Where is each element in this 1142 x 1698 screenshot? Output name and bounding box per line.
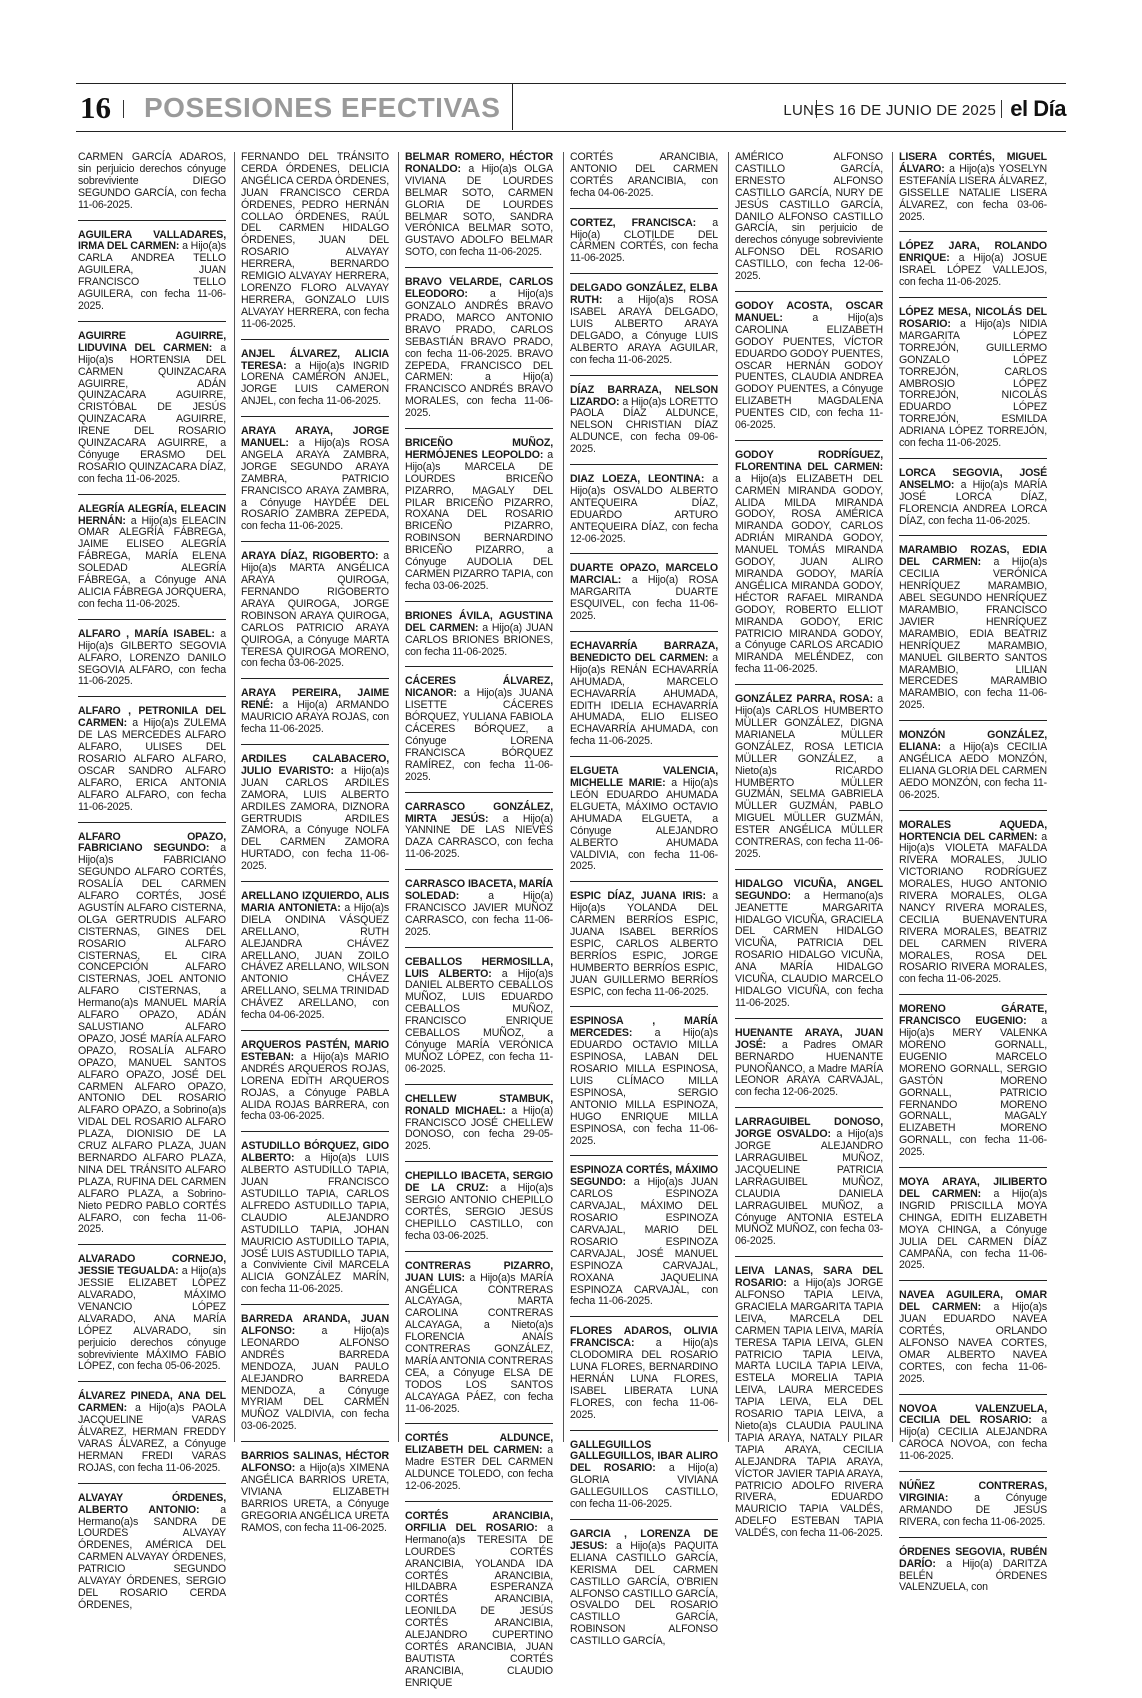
notice-entry	[405, 611, 553, 668]
deceased-name: CARRASCO GONZÁLEZ, MIRTA JESÚS:	[405, 800, 553, 825]
deceased-name: ALEGRÍA ALEGRÍA, ELEACIN HERNÁN:	[78, 502, 226, 527]
deceased-name: ÓRDENES SEGOVIA, RUBÉN DARÍO:	[899, 1545, 1047, 1570]
deceased-name: GODOY RODRÍGUEZ, FLORENTINA DEL CARMEN:	[735, 448, 883, 473]
deceased-name: MARAMBIO ROZAS, EDIA DEL CARMEN:	[899, 544, 1047, 569]
notice-entry	[570, 563, 718, 632]
notice-entry	[899, 241, 1047, 298]
heirs-text: a Hijo(a)s GONZALO ANDRÉS BRAVO PRADO, MARCO ANTONIO BRAVO PRADO, CARLOS SEBASTIÁN BRAVO PRADO, con fecha 11-06-2025. BRAVO ZEPEDA, FRANCISCO DEL CARMEN: a Hijo(a) FRANCISCO ANDRÉS BRAVO MORALES, con fecha 11-06-2025.	[405, 288, 553, 420]
deceased-name: BELMAR ROMERO, HÉCTOR RONALDO:	[405, 151, 553, 175]
notice-entry	[899, 152, 1047, 232]
deceased-name: ARQUEROS PASTÉN, MARIO ESTEBAN:	[241, 1039, 389, 1063]
deceased-name: ANJEL ÁLVAREZ, ALICIA TERESA:	[241, 347, 389, 372]
heirs-text: a Hijo(a)s SERGIO ANTONIO CHEPILLO CORTÉS, SERGIO JESÚS CHEPILLO CASTILLO, con fecha 03-06-2025.	[405, 1182, 553, 1242]
heirs-text: a Padres OMAR BERNARDO HUENANTE PUNOÑANCO, a Madre MARÍA LEONOR ARAYA CARVAJAL, con fecha 12-06-2025.	[735, 1038, 883, 1099]
deceased-name: MOYA ARAYA, JILIBERTO DEL CARMEN:	[899, 1176, 1047, 1200]
notice-entry	[570, 218, 718, 275]
heirs-text: a Hijo(a)s MERY VALENKA MORENO GORNALL, EUGENIO MARCELO MORENO GORNALL, SERGIO GASTÓN MORENO GORNALL, PATRICIO FERNANDO MORENO GORNALL, MAGALY ELIZABETH MORENO GORNALL, con fecha 11-06-2025.	[899, 1015, 1047, 1159]
deceased-name: FLORES ADAROS, OLIVIA FRANCISCA:	[570, 1325, 718, 1350]
notice-entry	[78, 1391, 226, 1483]
deceased-name: DELGADO GONZÁLEZ, ELBA RUTH:	[570, 282, 718, 307]
deceased-name: CORTEZ, FRANCISCA:	[570, 216, 697, 229]
deceased-name: ALVARADO CORNEJO, JESSIE TEGUALDA:	[78, 1253, 226, 1278]
notice-entry	[899, 1404, 1047, 1473]
deceased-name: ARELLANO IZQUIERDO, ALIS MARIA ANTONIETA:	[241, 890, 389, 914]
heirs-text: a Hijo(a)s XIMENA ANGÉLICA BARRIOS URETA, VIVIANA ELIZABETH BARRIOS URETA, a Cónyuge GREGORIA ANGÉLICA URETA RAMOS, con fecha 11-06-2025.	[241, 1462, 389, 1534]
notice-entry	[78, 230, 226, 322]
heirs-text: a Hijo(a)s VIOLETA MAFALDA RIVERA MORALES, JULIO VICTORIANO RODRÍGUEZ MORALES, HUGO ANTONIO RIVERA MORALES, OLGA NANCY RIVERA MORALES, CECILIA BUENAVENTURA RIVERA MORALES, BEATRIZ DEL CARMEN RIVERA MORALES, ROSA DEL ROSARIO RIVERA MORALES, con fecha 11-06-2025.	[899, 830, 1047, 986]
heirs-text: a Hijo(a) CLOTILDE DEL CARMEN CORTÉS, con fecha 11-06-2025.	[570, 216, 718, 265]
heirs-text: a Hijo(a)s MARÍA JOSÉ LORCA DÍAZ, FLORENCIA ANDREA LORCA DÍAZ, con fecha 11-06-2025.	[899, 478, 1047, 527]
notice-entry	[78, 331, 226, 495]
deceased-name: ESPINOZA CORTÉS, MÁXIMO SEGUNDO:	[570, 1164, 718, 1189]
heirs-text: a Hijo(a)s ELIZABETH DEL CARMEN MIRANDA GODOY, ALIDA MILDA MIRANDA GODOY, ROSA AMÉRICA MIRANDA GODOY, CARLOS ADRIÁN MIRANDA GODOY, MANUEL TOMÁS MIRANDA GODOY, JUAN ALIRO MIRANDA GODOY, MARÍA ANGÉLICA MIRANDA GODOY, HÉCTOR RAFAEL MIRANDA GODOY, ROBERTO ELLIOT MIRANDA GODOY, ERIC PATRICIO MIRANDA GODOY, a Cónyuge CARLOS ARCADIO MIRANDA MELÉNDEZ, con fecha 11-06-2025.	[735, 472, 883, 676]
notice-entry	[78, 1493, 226, 1620]
heirs-text: a Hijo(a)s LORETTO PAOLA DÍAZ ALDUNCE, NELSON CHRISTIAN DÍAZ ALDUNCE, con fecha 09-06-2025.	[570, 395, 718, 456]
deceased-name: HIDALGO VICUÑA, ANGEL SEGUNDO:	[735, 877, 883, 902]
column-4	[570, 151, 719, 1648]
notice-entry	[241, 754, 389, 882]
notice-entry	[899, 307, 1047, 459]
notice-entry	[405, 1433, 553, 1502]
notice-entry	[405, 1094, 553, 1163]
deceased-name: ELGUETA VALENCIA, MICHELLE MARIE:	[570, 765, 718, 790]
heirs-text: a Hijo(a)s DANIEL ALBERTO CEBALLOS MUÑOZ, LUIS EDUARDO CEBALLOS MUÑOZ, FRANCISCO ENRIQUE CEBALLOS MUÑOZ, a Cónyuge MARÍA VERÓNICA MUÑOZ LÓPEZ, con fecha 11-06-2025.	[405, 967, 553, 1075]
column-divider	[234, 152, 235, 1442]
deceased-name: MONZÓN GONZÁLEZ, ELIANA:	[899, 729, 1047, 754]
deceased-name: NÚÑEZ CONTRERAS, VIRGINIA:	[899, 1480, 1047, 1504]
deceased-name: BARREDA ARANDA, JUAN ALFONSO:	[241, 1313, 389, 1338]
notice-entry	[570, 152, 718, 209]
notice-entry	[570, 1440, 718, 1520]
heirs-text: a Hijo(a)s FABRICIANO SEGUNDO ALFARO CORTÉS, ROSALÍA DEL CARMEN ALFARO CORTÉS, JOSÉ AGUSTÍN ALFARO CISTERNA, OLGA GERTRUDIS ALFARO CISTERNAS, GINES DEL ROSARIO ALFARO CISTERNAS, EL CIRA CONCEPCIÓN ALFARO CISTERNAS, JOEL ANTONIO ALFARO CISTERNAS, a Hermano(a)s MANUEL MARÍA ALFARO OPAZO, ADÁN SALUSTIANO ALFARO OPAZO, JOSÉ MARÍA ALFARO OPAZO, ROSALÍA ALFARO OPAZO, MANUEL SANTOS ALFARO OPAZO, JOSÉ DEL CARMEN ALFARO OPAZO, ANTONIO DEL ROSARIO ALFARO OPAZO, a Sobrino(a)s VIDAL DEL ROSARIO ALFARO PLAZA, DIONISIO DE LA CRUZ ALFARO PLAZA, JUAN BERNARDO ALFARO PLAZA, NINA DEL TRÁNSITO ALFARO PLAZA, RUFINA DEL CARMEN ALFARO PLAZA, a Sobrino-Nieto PEDRO PABLO CORTÉS ALFARO, con fecha 11-06-2025.	[78, 842, 226, 1236]
notice-entry	[570, 1165, 718, 1317]
notice-entry	[735, 301, 883, 441]
deceased-name: BRICEÑO MUÑOZ, HERMÓJENES LEOPOLDO:	[405, 437, 553, 461]
heirs-text: a Hijo(a)s MARÍA ANGÉLICA CONTRERAS ALCAYAGA, MARTA CAROLINA CONTRERAS ALCAYAGA, a Nieto(a)s FLORENCIA ANAÍS CONTRERAS GONZÁLEZ, MARÍA ANTONIA CONTRERAS CEA, a Cónyuge ELSA DE TODOS LOS SANTOS ALCAYAGA PÁEZ, con fecha 11-06-2025.	[405, 1271, 553, 1415]
notice-entry	[899, 820, 1047, 996]
notice-entry	[735, 152, 883, 292]
heirs-text: a Hijo(a)s CAROLINA ELIZABETH GODOY PUENTES, VÍCTOR EDUARDO GODOY PUENTES, OSCAR HERNÁN GODOY PUENTES, CLAUDIA ANDREA GODOY PUENTES, a Cónyuge ELIZABETH MAGDALENA PUENTES CID, con fecha 11-06-2025.	[735, 311, 883, 432]
heirs-text: a Hijo(a)s ROSA ANGELA ARAYA ZAMBRA, JORGE SEGUNDO ARAYA ZAMBRA, PATRICIO FRANCISCO ARAYA ZAMBRA, a Cónyuge HAYDÉE DEL ROSARIO ZAMBRA ZEPEDA, con fecha 11-06-2025.	[241, 437, 390, 533]
notice-entry	[570, 1326, 718, 1430]
heirs-text: a Hijo(a)s JUAN CARLOS ESPINOZA CARVAJAL, MÁXIMO DEL ROSARIO ESPINOZA CARVAJAL, MARIO DEL ROSARIO ESPINOZA CARVAJAL, JOSÉ MANUEL ESPINOZA CARVAJAL, ROXANA JAQUELINA ESPINOZA CARVAJAL, con fecha 11-06-2025.	[570, 1176, 718, 1308]
heirs-text: a Hijo(a)s DIELA ONDINA VÁSQUEZ ARELLANO, RUTH ALEJANDRA CHÁVEZ ARELLANO, JUAN ZOILO CHÁVEZ ARELLANO, WILSON ANTONIO CHÁVEZ ARELLANO, SELMA TRINIDAD CHÁVEZ ARELLANO, con fecha 04-06-2025.	[241, 901, 389, 1022]
heirs-text: a Hijo(a)s JUAN EDUARDO NAVEA CORTÉS, ORLANDO ALFONSO NAVEA CORTES, OMAR ALBERTO NAVEA CORTES, con fecha 11-06-2025.	[899, 1301, 1047, 1385]
notice-entry	[570, 283, 718, 375]
heirs-text: a Hijo(a)s MARCELA DE LOURDES BRICEÑO PIZARRO, MAGALY DEL PILAR BRICEÑO PIZARRO, ROXANA DEL ROSARIO BRICEÑO PIZARRO, ROBINSON BERNARDINO BRICEÑO PIZARRO, a Cónyuge AUDOLIA DEL CARMEN PIZARRO TAPIA, con fecha 03-06-2025.	[405, 448, 554, 592]
notice-entry	[405, 277, 553, 429]
heirs-text: a Hijo(a)s JORGE ALFONSO TAPIA LEIVA, GRACIELA MARGARITA TAPIA LEIVA, MARCELA DEL CARMEN TAPIA LEIVA, MARÍA TERESA TAPIA LEIVA, GLEN PATRICIO TAPIA LEIVA, MARTA LUCILA TAPIA LEIVA, ESTELA MORELIA TAPIA LEIVA, LAURA MERCEDES TAPIA LEIVA, ELA DEL ROSARIO TAPIA LEIVA, a Nieto(a)s CLAUDIA PAULINA TAPIA ARAYA, NATALY PILAR TAPIA ARAYA, CECILIA ALEJANDRA TAPIA ARAYA, VÍCTOR JAVIER TAPIA ARAYA, PATRICIO ADOLFO RIVERA RIVERA, EDUARDO MAURICIO TAPIA VALDÉS, ADELFO ESTEBAN TAPIA VALDÉS, con fecha 11-06-2025.	[735, 1277, 883, 1540]
notice-entry	[735, 450, 883, 685]
deceased-name: ESPIC DÍAZ, JUANA IRIS:	[570, 890, 706, 903]
heirs-text: a Hijo(a) ROSA MARGARITA DUARTE ESQUIVEL, con fecha 11-06-2025.	[570, 574, 719, 623]
notice-entry	[570, 766, 718, 882]
notice-entry	[570, 891, 718, 1007]
notice-entry	[899, 1004, 1047, 1168]
heirs-text: a Hijo(a) GLORIA VIVIANA GALLEGUILLOS CASTILLO, con fecha 11-06-2025.	[570, 1462, 718, 1511]
heirs-text: a Hijo(a)s JORGE ALEJANDRO LARRAGUIBEL MUÑOZ, JACQUELINE PATRICIA LARRAGUIBEL MUÑOZ, CLAUDIA DANIELA LARRAGUIBEL MUÑOZ, a Cónyuge ANTONIA ESTELA MUÑOZ MUÑOZ, con fecha 03-06-2025.	[735, 1128, 883, 1248]
headline-rule	[76, 131, 1066, 132]
heirs-text: a Hijo(a)s JUANA LISETTE CÁCERES BÓRQUEZ, YULIANA FABIOLA CÁCERES BÓRQUEZ, a Cónyuge LORENA FRANCISCA BÓRQUEZ RAMÍREZ, con fecha 11-06-2025.	[405, 687, 553, 783]
column-6	[899, 151, 1048, 1594]
heirs-text: a Hijo(a)s MARIO ANDRÉS ARQUEROS ROJAS, LORENA EDITH ARQUEROS ROJAS, a Cónyuge PABLA ALIDA ROJAS BARRERA, con fecha 03-06-2025.	[241, 1050, 389, 1123]
deceased-name: ARAYA ARAYA, JORGE MANUEL:	[241, 425, 389, 450]
heirs-text: a Hijo(a)s LUIS ALBERTO ASTUDILLO TAPIA, JUAN FRANCISCO ASTUDILLO TAPIA, CARLOS ALFREDO ASTUDILLO TAPIA, CLAUDIO ALEJANDRO ASTUDILLO TAPIA, JOHAN MAURICIO ASTUDILLO TAPIA, JOSÉ LUIS ASTUDILLO TAPIA, a Conviviente Civil MARCELA ALICIA GONZÁLEZ MARÍN, con fecha 11-06-2025.	[241, 1152, 390, 1296]
deceased-name: DUARTE OPAZO, MARCELO MARCIAL:	[570, 562, 718, 587]
deceased-name: CARRASCO IBACETA, MARÍA SOLEDAD:	[405, 878, 553, 903]
notice-entry	[78, 152, 226, 221]
heirs-text: a Hijo(a) ARMANDO MAURICIO ARAYA ROJAS, con fecha 11-06-2025.	[241, 699, 389, 736]
deceased-name: BRIONES ÁVILA, AGUSTINA DEL CARMEN:	[405, 609, 553, 634]
column-divider	[728, 152, 729, 1442]
deceased-name: CORTÉS ALDUNCE, ELIZABETH DEL CARMEN:	[405, 1432, 553, 1457]
deceased-name: ALFARO OPAZO, FABRICIANO SEGUNDO:	[78, 830, 226, 855]
notice-entry	[899, 1177, 1047, 1281]
heirs-text: a Hijo(a)s EDUARDO OCTAVIO MILLA ESPINOSA, LABAN DEL ROSARIO MILLA ESPINOSA, LUIS CLÍMACO MILLA ESPINOSA, SERGIO ANTONIO MILLA ESPINOZA, HUGO ENRIQUE MILLA ESPINOSA, con fecha 11-06-2025.	[570, 1027, 718, 1147]
notice-entry	[241, 152, 389, 340]
deceased-name: LISERA CORTÉS, MIGUEL ÁLVARO:	[899, 151, 1047, 175]
notice-entry	[78, 832, 226, 1246]
notice-entry	[735, 1266, 883, 1548]
heirs-text: a Hijo(a)s LEÓN EDUARDO AHUMADA ELGUETA, MÁXIMO OCTAVIO AHUMADA ELGUETA, a Cónyuge ALEJANDRO ALBERTO AHUMADA VALDIVIA, con fecha 11-06-2025.	[570, 777, 718, 873]
deceased-name: GONZÁLEZ PARRA, ROSA:	[735, 693, 873, 706]
deceased-name: LÓPEZ MESA, NICOLÁS DEL ROSARIO:	[899, 306, 1047, 330]
heirs-text: a Hermano(a)s SANDRA DE LOURDES ALVAYAY ÓRDENES, AMÉRICA DEL CARMEN ALVAYAY ÓRDENES, PATRICIO SEGUNDO ALVAYAY ÓRDENES, SERGIO DEL ROSARIO CERDA ÓRDENES,	[78, 1503, 227, 1611]
masthead-divider	[512, 84, 513, 130]
deceased-name: NOVOA VALENZUELA, CECILIA DEL ROSARIO:	[899, 1402, 1047, 1427]
notice-entry	[78, 504, 226, 620]
heirs-text: a Hijo(a)s YOSELYN ESTEFANÍA LISERA ÁLVAREZ, GISSELLE NATALIE LISERA ÁLVAREZ, con fecha 03-06-2025.	[899, 162, 1047, 223]
deceased-name: CEBALLOS HERMOSILLA, LUIS ALBERTO:	[405, 955, 553, 980]
heirs-text: a Hijo(a) FRANCISCO JAVIER MUÑOZ CARRASCO, con fecha 11-06-2025.	[405, 890, 554, 938]
deceased-name: CHELLEW STAMBUK, RONALD MICHAEL:	[405, 1092, 553, 1117]
heirs-text: a Hijo(a)s CECILIA VERÓNICA HENRÍQUEZ MARAMBIO, ABEL SEGUNDO HENRÍQUEZ MARAMBIO, FRANCISCO JAVIER HENRÍQUEZ MARAMBIO, EDIA BEATRIZ HENRÍQUEZ MARAMBIO, MANUEL GILBERTO SANTOS MARAMBIO, LILIAN MERCEDES MARAMBIO MARAMBIO, con fecha 11-06-2025.	[899, 556, 1047, 712]
heirs-text: a Hijo(a)s ROSA ISABEL ARAYA DELGADO, LUIS ALBERTO ARAYA DELGADO, a Cónyuge LUIS ALBERTO ARAYA AGUILAR, con fecha 11-06-2025.	[570, 294, 719, 366]
notice-entry	[405, 1511, 553, 1698]
heirs-text: a Hijo(a)s GILBERTO SEGOVIA ALFARO, LORENZO DANILO SEGOVIA ALFARO, con fecha 11-06-2025.	[78, 627, 226, 688]
heirs-text: a Hijo(a)s LEONARDO ALFONSO ANDRÉS BARREDA MENDOZA, JUAN PAULO ALEJANDRO BARREDA MENDOZA, a Cónyuge MYRIAM DEL CARMEN MUÑOZ VALDIVIA, con fecha 03-06-2025.	[241, 1325, 389, 1433]
notice-entry	[241, 1141, 389, 1305]
column-divider	[398, 152, 399, 1442]
deceased-name: ARDILES CALABACERO, JULIO EVARISTO:	[241, 752, 389, 777]
heirs-text: a Madre ESTER DEL CARMEN ALDUNCE TOLEDO, con fecha 12-06-2025.	[405, 1444, 554, 1493]
deceased-name: MORENO GÁRATE, FRANCISCO EUGENIO:	[899, 1003, 1047, 1028]
deceased-name: CORTÉS ARANCIBIA, ORFILIA DEL ROSARIO:	[405, 1510, 553, 1534]
notice-entry	[899, 1290, 1047, 1394]
heirs-text: a Hijo(a)s INGRID PRISCILLA MOYA CHINGA, EDITH ELIZABETH MOYA CHINGA, a Cónyuge JULIA DEL CARMEN DÍAZ CAMPAÑA, con fecha 11-06-2025.	[899, 1187, 1047, 1272]
notice-entry	[241, 426, 389, 542]
deceased-name: ARAYA DÍAZ, RIGOBERTO:	[241, 550, 379, 563]
deceased-name: BARRIOS SALINAS, HÉCTOR ALFONSO:	[241, 1450, 389, 1475]
notice-entry	[735, 1117, 883, 1257]
heirs-text: a Hijo(a) DARITZA BELÉN ÓRDENES VALENZUELA, con	[899, 1557, 1047, 1594]
column-1	[78, 151, 227, 1611]
notice-entry	[899, 468, 1047, 537]
heirs-text: CORTÉS ARANCIBIA, ANTONIO DEL CARMEN CORTÉS ARANCIBIA, con fecha 04-06-2025.	[570, 151, 718, 199]
heirs-text: a Hermano(a)s JEANETTE MARGARITA HIDALGO VICUÑA, GRACIELA DEL CARMEN HIDALGO VICUÑA, PATRICIA DEL ROSARIO HIDALGO VICUÑA, ANA MARÍA HIDALGO VICUÑA, CLAUDIO MARCELO HIDALGO VICUÑA, con fecha 11-06-2025.	[735, 889, 883, 1009]
deceased-name: ALVAYAY ÓRDENES, ALBERTO ANTONIO:	[78, 1491, 226, 1516]
notice-entry	[570, 1016, 718, 1156]
notice-entry	[735, 694, 883, 870]
heirs-text: a Hijo(a) JOSUE ISRAEL LÓPEZ VALLEJOS, con fecha 11-06-2025.	[899, 252, 1048, 289]
notice-entry	[570, 1529, 718, 1656]
heirs-text: a Hijo(a)s CLODOMIRA DEL ROSARIO LUNA FLORES, BERNARDINO HERNÁN LUNA FLORES, ISABEL LIBERATA LUNA FLORES, con fecha 11-06-2025.	[570, 1337, 718, 1421]
deceased-name: ALFARO , MARÍA ISABEL:	[78, 627, 215, 640]
section-title: POSESIONES EFECTIVAS	[144, 92, 501, 123]
notice-entry	[570, 474, 718, 554]
heirs-text: a Hijo(a)s CARLA ANDREA TELLO AGUILERA, JUAN FRANCISCO TELLO AGUILERA, con fecha 11-06-2025.	[78, 240, 226, 312]
notice-entry	[241, 688, 389, 745]
heirs-text: FERNANDO DEL TRÁNSITO CERDA ÓRDENES, DELICIA ANGÉLICA CERDA ÓRDENES, JUAN FRANCISCO CERDA ÓRDENES, PEDRO HERNÁN COLLAO ÓRDENES, RAÚL DEL CARMEN HIDALGO ÓRDENES, JUAN DEL ROSARIO ALVAYAY HERRERA, BERNARDO REMIGIO ALVAYAY HERRERA, LORENZO FLORO ALVAYAY HERRERA, GONZALO LUIS ALVAYAY HERRERA, con fecha 11-06-2025.	[241, 151, 389, 330]
issue-date: LUNES 16 DE JUNIO DE 2025	[783, 102, 996, 119]
column-divider	[892, 152, 893, 1442]
notice-entry	[78, 1254, 226, 1382]
deceased-name: DIAZ LOEZA, LEONTINA:	[570, 473, 705, 486]
heirs-text: a Hijo(a)s PAQUITA ELIANA CASTILLO GARCÍA, KERISMA DEL CARMEN CASTILLO GARCÍA, O'BRIEN ALFONSO CASTILLO GARCÍA, OSVALDO DEL ROSARIO CASTILLO GARCÍA, ROBINSON ALFONSO CASTILLO GARCÍA,	[570, 1539, 718, 1648]
heirs-text: a Hijo(a)s YOLANDA DEL CARMEN BERRÍOS ESPIC, JUANA ISABEL BERRÍOS ESPIC, CARLOS ALBERTO BERRÍOS ESPIC, JORGE HUMBERTO BERRÍOS ESPIC, JUAN GUILLERMO BERRÍOS ESPIC, con fecha 11-06-2025.	[570, 890, 719, 998]
deceased-name: GALLEGUILLOS GALLEGUILLOS, IBAR ALIRO DEL ROSARIO:	[570, 1438, 718, 1475]
heirs-text: a Hijo(a) JUAN CARLOS BRIONES BRIONES, con fecha 11-06-2025.	[405, 621, 554, 658]
notice-entry	[735, 879, 883, 1019]
deceased-name: BRAVO VELARDE, CARLOS ELEODORO:	[405, 276, 553, 301]
heirs-text: a Hijo(a) CECILIA ALEJANDRA CAROCA NOVOA, con fecha 11-06-2025.	[899, 1414, 1047, 1463]
deceased-name: CHEPILLO IBACETA, SERGIO DE LA CRUZ:	[405, 1170, 553, 1195]
heirs-text: a Hijo(a) YANNINE DE LAS NIEVES DAZA CARRASCO, con fecha 11-06-2025.	[405, 812, 553, 861]
newspaper-logo: el Día	[1010, 96, 1066, 121]
heirs-text: a Hijo(a)s OSVALDO ALBERTO ANTEQUEIRA DÍAZ, EDUARDO ARTURO ANTEQUEIRA DÍAZ, con fecha 12-06-2025.	[570, 473, 719, 545]
brand-separator	[1001, 100, 1002, 118]
deceased-name: GARCIA , LORENZA DE JESUS:	[570, 1528, 718, 1552]
deceased-name: HUENANTE ARAYA, JUAN JOSÉ:	[735, 1026, 883, 1051]
heirs-text: a Hijo(a)s NIDIA MARGARITA LÓPEZ TORREJÓN, GUILLERMO GONZALO LÓPEZ TORREJÓN, CARLOS AMBROSIO LÓPEZ TORREJÓN, NICOLÁS EDUARDO LÓPEZ TORREJÓN, ESMILDA ADRIANA LÓPEZ TORREJÓN, con fecha 11-06-2025.	[899, 317, 1047, 450]
deceased-name: LEIVA LANAS, SARA DEL ROSARIO:	[735, 1265, 883, 1290]
notice-columns	[78, 151, 1050, 1689]
heirs-text: a Hijo(a)s CARLOS HUMBERTO MÜLLER GONZÁLEZ, DIGNA MARIANELA MÜLLER GONZÁLEZ, ROSA LETICIA MÜLLER GONZÁLEZ, a Nieto(a)s RICARDO HUMBERTO MÜLLER GUZMÁN, SELMA GABRIELA MÜLLER GUZMÁN, PABLO MIGUEL MÜLLER GUZMÁN, ESTER ANGÉLICA MÜLLER CONTRERAS, con fecha 11-06-2025.	[735, 693, 883, 860]
deceased-name: MORALES AQUEDA, HORTENCIA DEL CARMEN:	[899, 818, 1047, 843]
heirs-text: AMÉRICO ALFONSO CASTILLO GARCÍA, ERNESTO ALFONSO CASTILLO GARCÍA, NURY DE JESÚS CASTILLO GARCÍA, DANILO ALFONSO CASTILLO GARCÍA, sin perjuicio de derechos cónyuge sobreviviente ALFONSO DEL ROSARIO CASTILLO, con fecha 12-06-2025.	[735, 151, 883, 283]
deceased-name: ALFARO , PETRONILA DEL CARMEN:	[78, 705, 226, 730]
deceased-name: GODOY ACOSTA, OSCAR MANUEL:	[735, 299, 883, 324]
deceased-name: ÁLVAREZ PINEDA, ANA DEL CARMEN:	[78, 1390, 226, 1415]
notice-entry	[405, 676, 553, 792]
heirs-text: a Hijo(a)s OLGA VIVIANA DE LOURDES BELMAR SOTO, CARMEN GLORIA DE LOURDES BELMAR SOTO, SANDRA VERÓNICA BELMAR SOTO, GUSTAVO ADOLFO BELMAR SOTO, con fecha 11-06-2025.	[405, 162, 554, 259]
deceased-name: LORCA SEGOVIA, JOSÉ ANSELMO:	[899, 466, 1047, 491]
deceased-name: CONTRERAS PIZARRO, JUAN LUIS:	[405, 1259, 553, 1284]
notice-entry	[405, 802, 553, 871]
notice-entry	[570, 385, 718, 465]
deceased-name: NAVEA AGUILERA, OMAR DEL CARMEN:	[899, 1289, 1047, 1314]
deceased-name: ARAYA PEREIRA, JAIME RENÉ:	[241, 687, 389, 712]
heirs-text: a Hijo(a)s CECILIA ANGÉLICA AEDO MONZÓN, ELIANA GLORIA DEL CARMEN AEDO MONZÓN, con fecha 11-06-2025.	[899, 741, 1047, 801]
deceased-name: ASTUDILLO BÓRQUEZ, GIDO ALBERTO:	[241, 1140, 389, 1165]
masthead	[76, 84, 1066, 130]
heirs-text: a Hijo(a)s JUAN CARLOS ARDILES ZAMORA, LUIS ALBERTO ARDILES ZAMORA, DIZNORA GERTRUDIS ARDILES ZAMORA, a Cónyuge NOLFA DEL CARMEN ZAMORA HURTADO, con fecha 11-06-2025.	[241, 764, 390, 873]
column-5	[735, 151, 883, 1540]
column-2	[241, 151, 390, 1534]
deceased-name: CÁCERES ÁLVAREZ, NICANOR:	[405, 675, 553, 700]
heirs-text: a Hijo(a)s INGRID LORENA CAMERON ANJEL, JORGE LUIS CAMERON ANJEL, con fecha 11-06-2025.	[241, 359, 389, 408]
notice-entry	[405, 152, 553, 268]
notice-entry	[78, 706, 226, 822]
page-number: 16	[80, 90, 111, 125]
deceased-name: LARRAGUIBEL DONOSO, JORGE OSVALDO:	[735, 1116, 883, 1141]
notice-entry	[405, 1261, 553, 1425]
column-3	[405, 151, 554, 1689]
heirs-text: a Hijo(a)s ELEACIN OMAR ALEGRÍA FÁBREGA, JAIME ELISEO ALEGRÍA FÁBREGA, MARÍA ELENA SOLEDAD ALEGRÍA FÁBREGA, a Cónyuge ANA ALICIA FÁBREGA JORQUERA, con fecha 11-06-2025.	[78, 514, 227, 610]
heirs-text: a Hijo(a) FRANCISCO JOSÉ CHELLEW DONOSO, con fecha 29-05-2025.	[405, 1104, 553, 1153]
notice-entry	[241, 349, 389, 418]
heirs-text: a Hermano(a)s TERESITA DE LOURDES CORTÉS ARANCIBIA, YOLANDA IDA CORTÉS ARANCIBIA, HILDABRA ESPERANZA CORTÉS ARANCIBIA, LEONILDA DE JESÚS CORTÉS ARANCIBIA, ALEJANDRO CUPERTINO CORTÉS ARANCIBIA, JUAN BAUTISTA CORTÉS ARANCIBIA, CLAUDIO ENRIQUE	[405, 1521, 553, 1689]
deceased-name: AGUIRRE AGUIRRE, LIDUVINA DEL CARMEN:	[78, 329, 226, 354]
deceased-name: AGUILERA VALLADARES, IRMA DEL CARMEN:	[78, 228, 226, 253]
notice-entry	[405, 957, 553, 1085]
notice-entry	[899, 1547, 1047, 1603]
notice-entry	[899, 545, 1047, 721]
notice-entry	[241, 1451, 389, 1542]
notice-entry	[241, 551, 389, 679]
notice-entry	[735, 1028, 883, 1108]
notice-entry	[570, 641, 718, 757]
notice-entry	[405, 1171, 553, 1251]
column-divider	[563, 152, 564, 1442]
notice-entry	[405, 879, 553, 948]
notice-entry	[241, 1040, 389, 1132]
heirs-text: a Hijo(a)s HORTENSIA DEL CARMEN QUINZACARA AGUIRRE, ADÁN QUINZACARA AGUIRRE, CRISTÓBAL DE JESÚS QUINZACARA AGUIRRE, IRENE DEL ROSARIO QUINZACARA AGUIRRE, a Cónyuge ERASMO DEL ROSARIO QUINZACARA DÍAZ, con fecha 11-06-2025.	[78, 341, 226, 485]
heirs-text: a Hijo(a)s ZULEMA DE LAS MERCEDES ALFARO ALFARO, ULISES DEL ROSARIO ALFARO ALFARO, OSCAR SANDRO ALFARO ALFARO, ERICA ANTONIA ALFARO ALFARO, con fecha 11-06-2025.	[78, 717, 226, 813]
heirs-text: a Hijo(a)s JESSIE ELIZABET LÓPEZ ALVARADO, MÁXIMO VENANCIO LÓPEZ ALVARADO, ANA MARÍA LÓPEZ ALVARADO, sin perjuicio derechos cónyuge sobreviviente MÁXIMO FABIO LÓPEZ, con fecha 05-06-2025.	[78, 1265, 226, 1373]
heirs-text: CARMEN GARCÍA ADAROS, sin perjuicio derechos cónyuge sobreviviente DIEGO SEGUNDO GARCÍA, con fecha 11-06-2025.	[78, 151, 226, 211]
notice-entry	[241, 1314, 389, 1442]
deceased-name: ESPINOSA , MARÍA MERCEDES:	[570, 1015, 718, 1040]
heirs-text: a Hijo(a)s MARTA ANGÉLICA ARAYA QUIROGA, FERNANDO RIGOBERTO ARAYA QUIROGA, JORGE ROBINSON ARAYA QUIROGA, CARLOS PATRICIO ARAYA QUIROGA, a Cónyuge MARTA TERESA QUIROGA MORENO, con fecha 03-06-2025.	[241, 550, 390, 670]
heirs-text: a Hijo(a)s PAOLA JACQUELINE VARAS ÁLVAREZ, HERMAN FREDDY VARAS ÁLVAREZ, a Cónyuge HERMAN FREDI VARAS ROJAS, con fecha 11-06-2025.	[78, 1402, 226, 1474]
notice-entry	[405, 438, 553, 602]
notice-entry	[241, 891, 389, 1031]
masthead-separator	[123, 100, 124, 118]
heirs-text: a Cónyuge ARMANDO DE JESÚS RIVERA, con fecha 11-06-2025.	[899, 1492, 1047, 1528]
heirs-text: a Hijo(a)s RENÁN ECHAVARRÍA AHUMADA, MARCELO ECHAVARRÍA AHUMADA, EDITH IDELIA ECHAVARRÍA AHUMADA, ELIO ELISEO ECHAVARRÍA AHUMADA, con fecha 11-06-2025.	[570, 651, 719, 748]
notice-entry	[899, 730, 1047, 810]
deceased-name: LÓPEZ JARA, ROLANDO ENRIQUE:	[899, 240, 1047, 265]
deceased-name: DÍAZ BARRAZA, NELSON LIZARDO:	[570, 383, 718, 408]
notice-entry	[899, 1481, 1047, 1538]
notice-entry	[78, 629, 226, 698]
deceased-name: ECHAVARRÍA BARRAZA, BENEDICTO DEL CARMEN:	[570, 640, 718, 664]
